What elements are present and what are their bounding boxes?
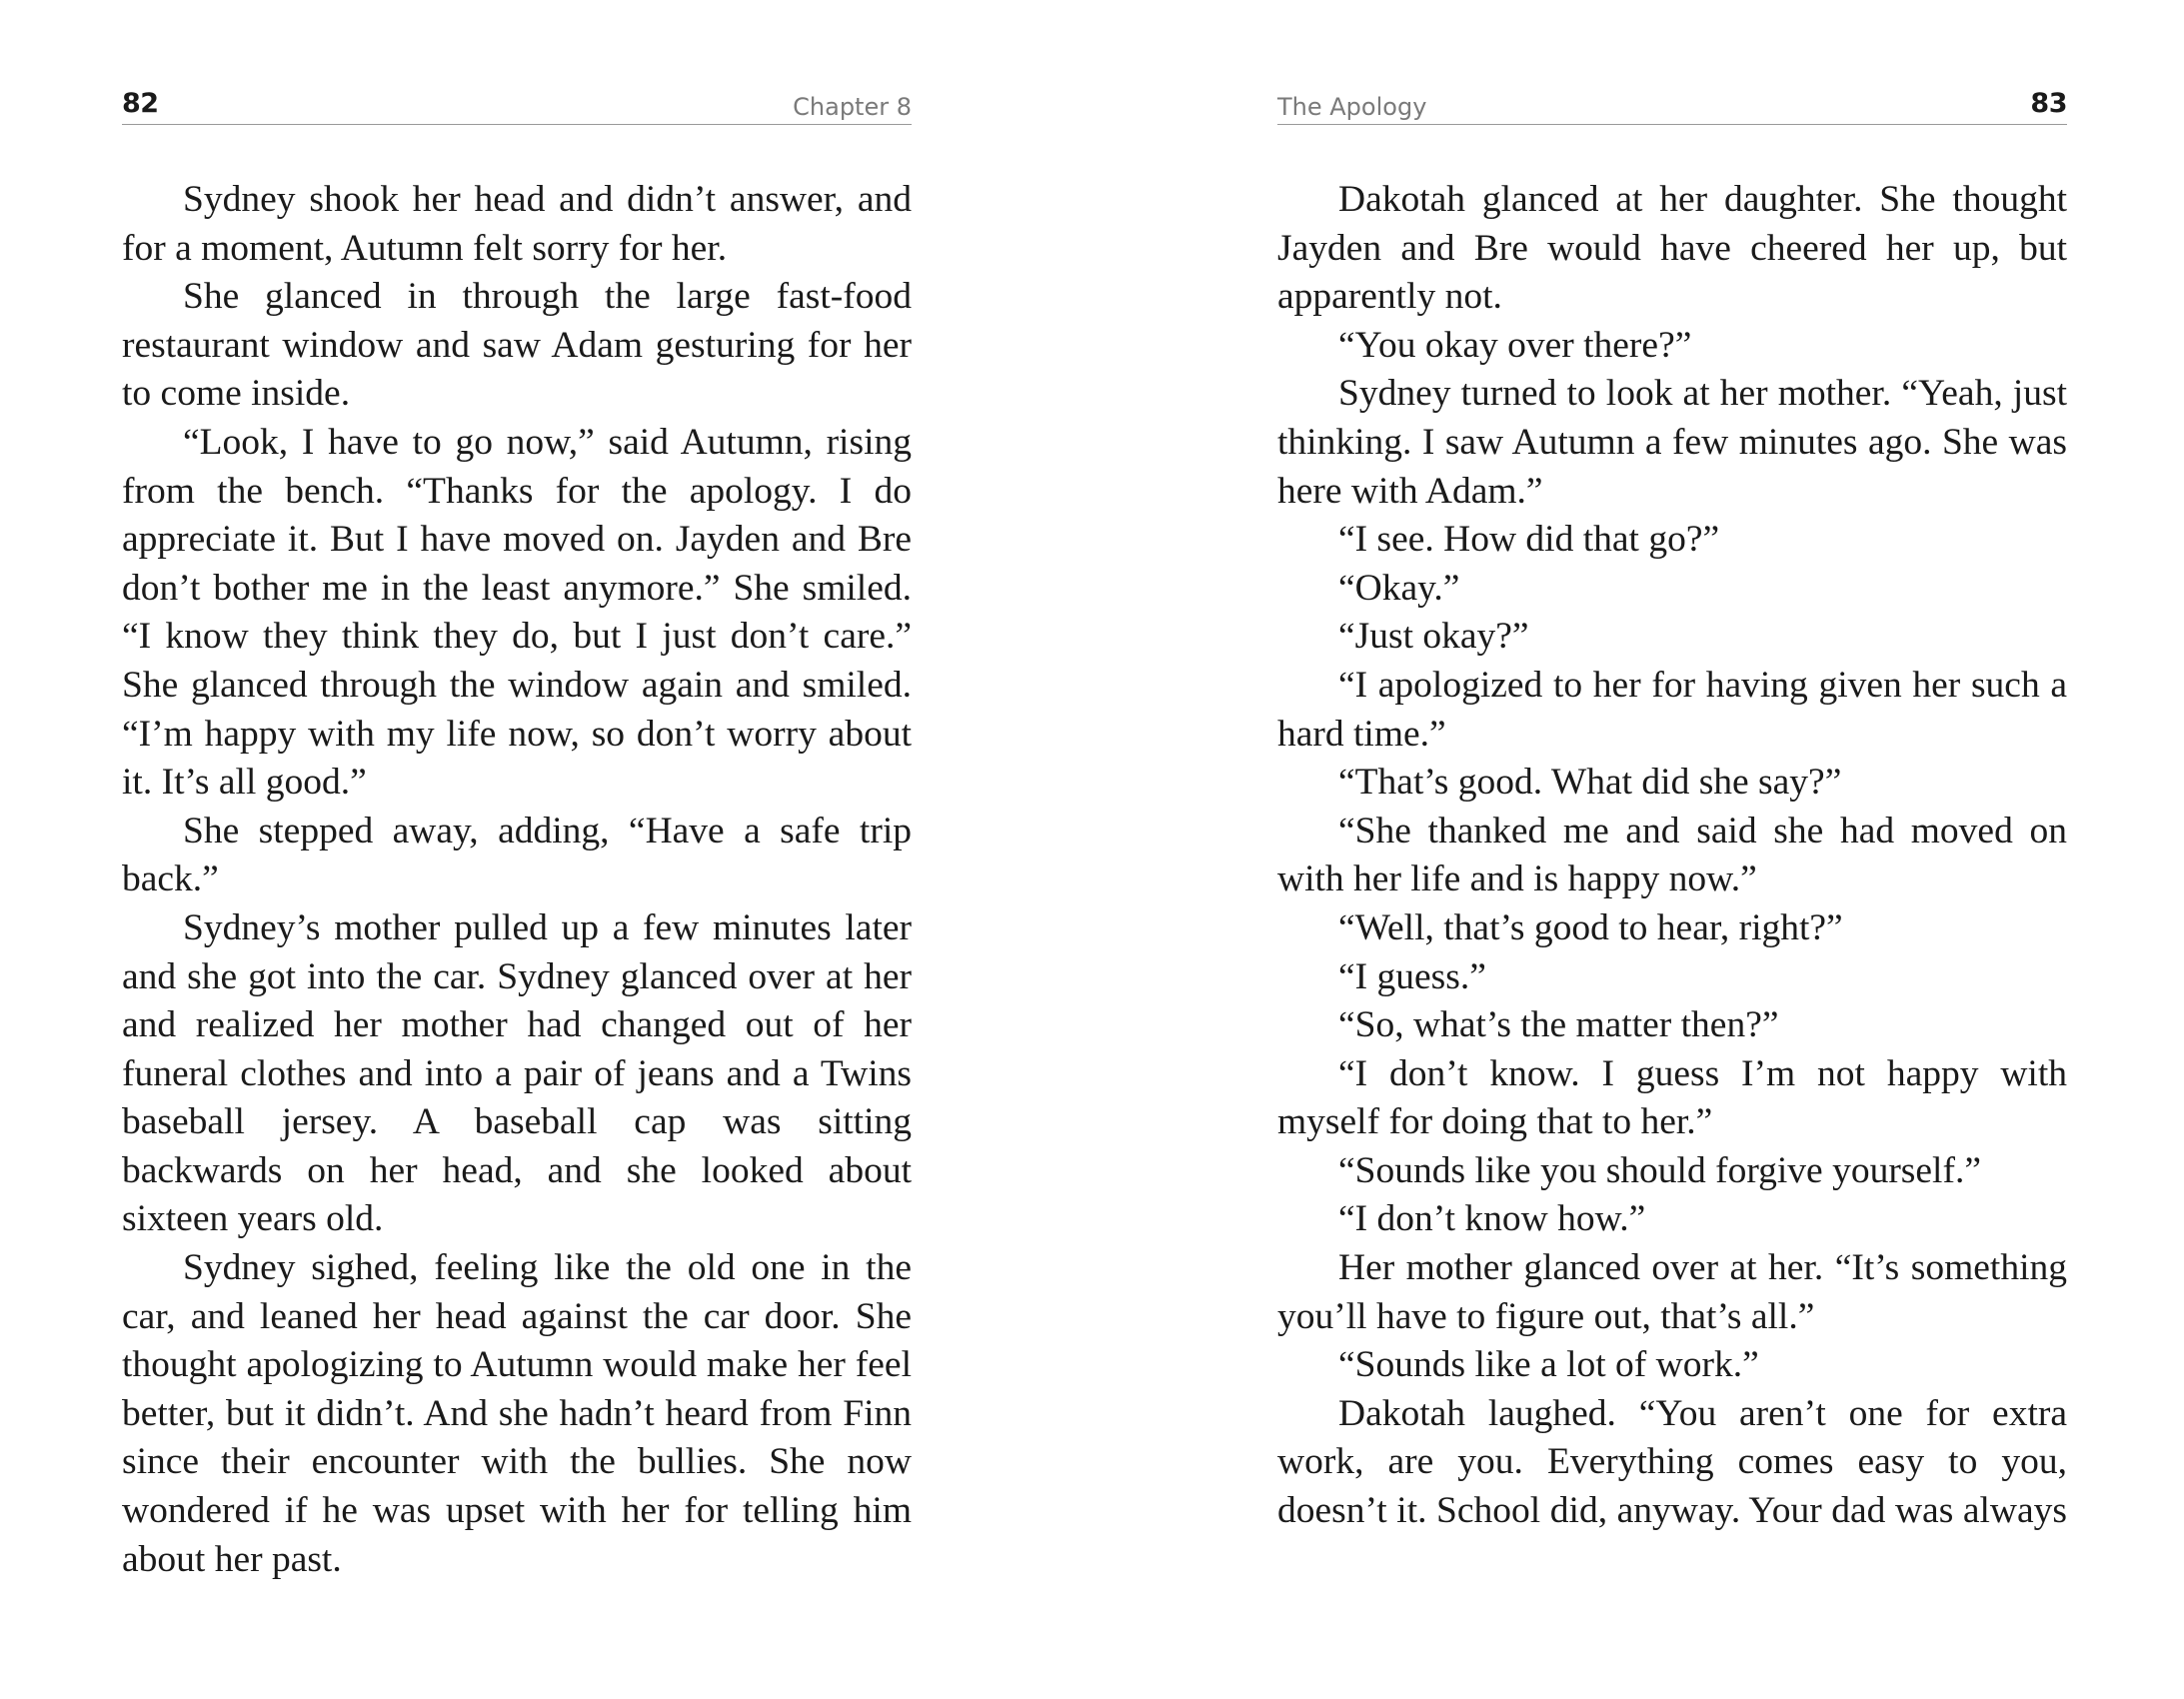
paragraph: “So, what’s the matter then?”: [1338, 1004, 1779, 1046]
paragraph: “Sounds like a lot of work.”: [1338, 1344, 1759, 1386]
right-page: [1277, 0, 2067, 1699]
paragraph: Sydney turned to look at her mother. “Yeah, just thinking. I saw Autumn a few minutes ago. She was here with Adam.”: [1277, 373, 2067, 512]
left-running-head: [122, 88, 912, 125]
paragraph: “Sounds like you should forgive yourself.”: [1338, 1149, 1981, 1191]
paragraph: “Okay.”: [1338, 567, 1460, 609]
paragraph: “I apologized to her for having given her such a hard time.”: [1277, 664, 2067, 755]
left-body-text: [122, 176, 912, 1584]
paragraph: Her mother glanced over at her. “It’s something you’ll have to figure out, that’s all.”: [1277, 1247, 2067, 1337]
right-chapter-title: The Apology: [1277, 93, 1427, 121]
paragraph: Dakotah laughed. “You aren’t one for extra work, are you. Everything comes easy to you, doesn’t it. School did, anyway. Your dad was always: [1277, 1392, 2067, 1532]
right-page-number: 83: [2030, 88, 2067, 119]
paragraph: “Just okay?”: [1338, 616, 1529, 658]
paragraph: Sydney’s mother pulled up a few minutes later and she got into the car. Sydney glanced over at her and realized her mother had changed out of her funeral clothes and into a pair of jeans and a Twins baseball jersey. A baseball cap was sitting backwards on her head, and she looked about sixteen years old.: [122, 906, 912, 1240]
paragraph: She stepped away, adding, “Have a safe trip back.”: [122, 810, 912, 900]
paragraph: “I don’t know how.”: [1338, 1198, 1646, 1240]
right-running-head: [1277, 88, 2067, 125]
paragraph: Dakotah glanced at her daughter. She thought Jayden and Bre would have cheered her up, but apparently not.: [1277, 179, 2067, 318]
paragraph: “Well, that’s good to hear, right?”: [1338, 906, 1843, 948]
left-page: [122, 0, 912, 1699]
paragraph: Sydney sighed, feeling like the old one in the car, and leaned her head against the car door. She thought apologizing to Autumn would make her feel better, but it didn’t. And she hadn’t heard from Finn since their encounter with the bullies. She now wondered if he was upset with her for telling him about her past.: [122, 1247, 912, 1580]
left-page-number: 82: [122, 88, 159, 119]
paragraph: “She thanked me and said she had moved on with her life and is happy now.”: [1277, 810, 2067, 900]
paragraph: “I don’t know. I guess I’m not happy with myself for doing that to her.”: [1277, 1052, 2067, 1143]
paragraph: She glanced in through the large fast-food restaurant window and saw Adam gesturing for her to come inside.: [122, 276, 912, 415]
paragraph: “You okay over there?”: [1338, 324, 1692, 366]
right-body-text: [1277, 176, 2067, 1536]
paragraph: “I see. How did that go?”: [1338, 519, 1720, 561]
paragraph: Sydney shook her head and didn’t answer, and for a moment, Autumn felt sorry for her.: [122, 179, 912, 269]
left-chapter-title: Chapter 8: [793, 93, 912, 121]
paragraph: “Look, I have to go now,” said Autumn, rising from the bench. “Thanks for the apology. I do appreciate it. But I have moved on. Jayden and Bre don’t bother me in the least anymore.” She smiled. “I know they think they do, but I just don’t care.” She glanced through the window again and smiled. “I’m happy with my life now, so don’t worry about it. It’s all good.”: [122, 421, 912, 804]
paragraph: “I guess.”: [1338, 955, 1486, 997]
paragraph: “That’s good. What did she say?”: [1338, 762, 1842, 804]
